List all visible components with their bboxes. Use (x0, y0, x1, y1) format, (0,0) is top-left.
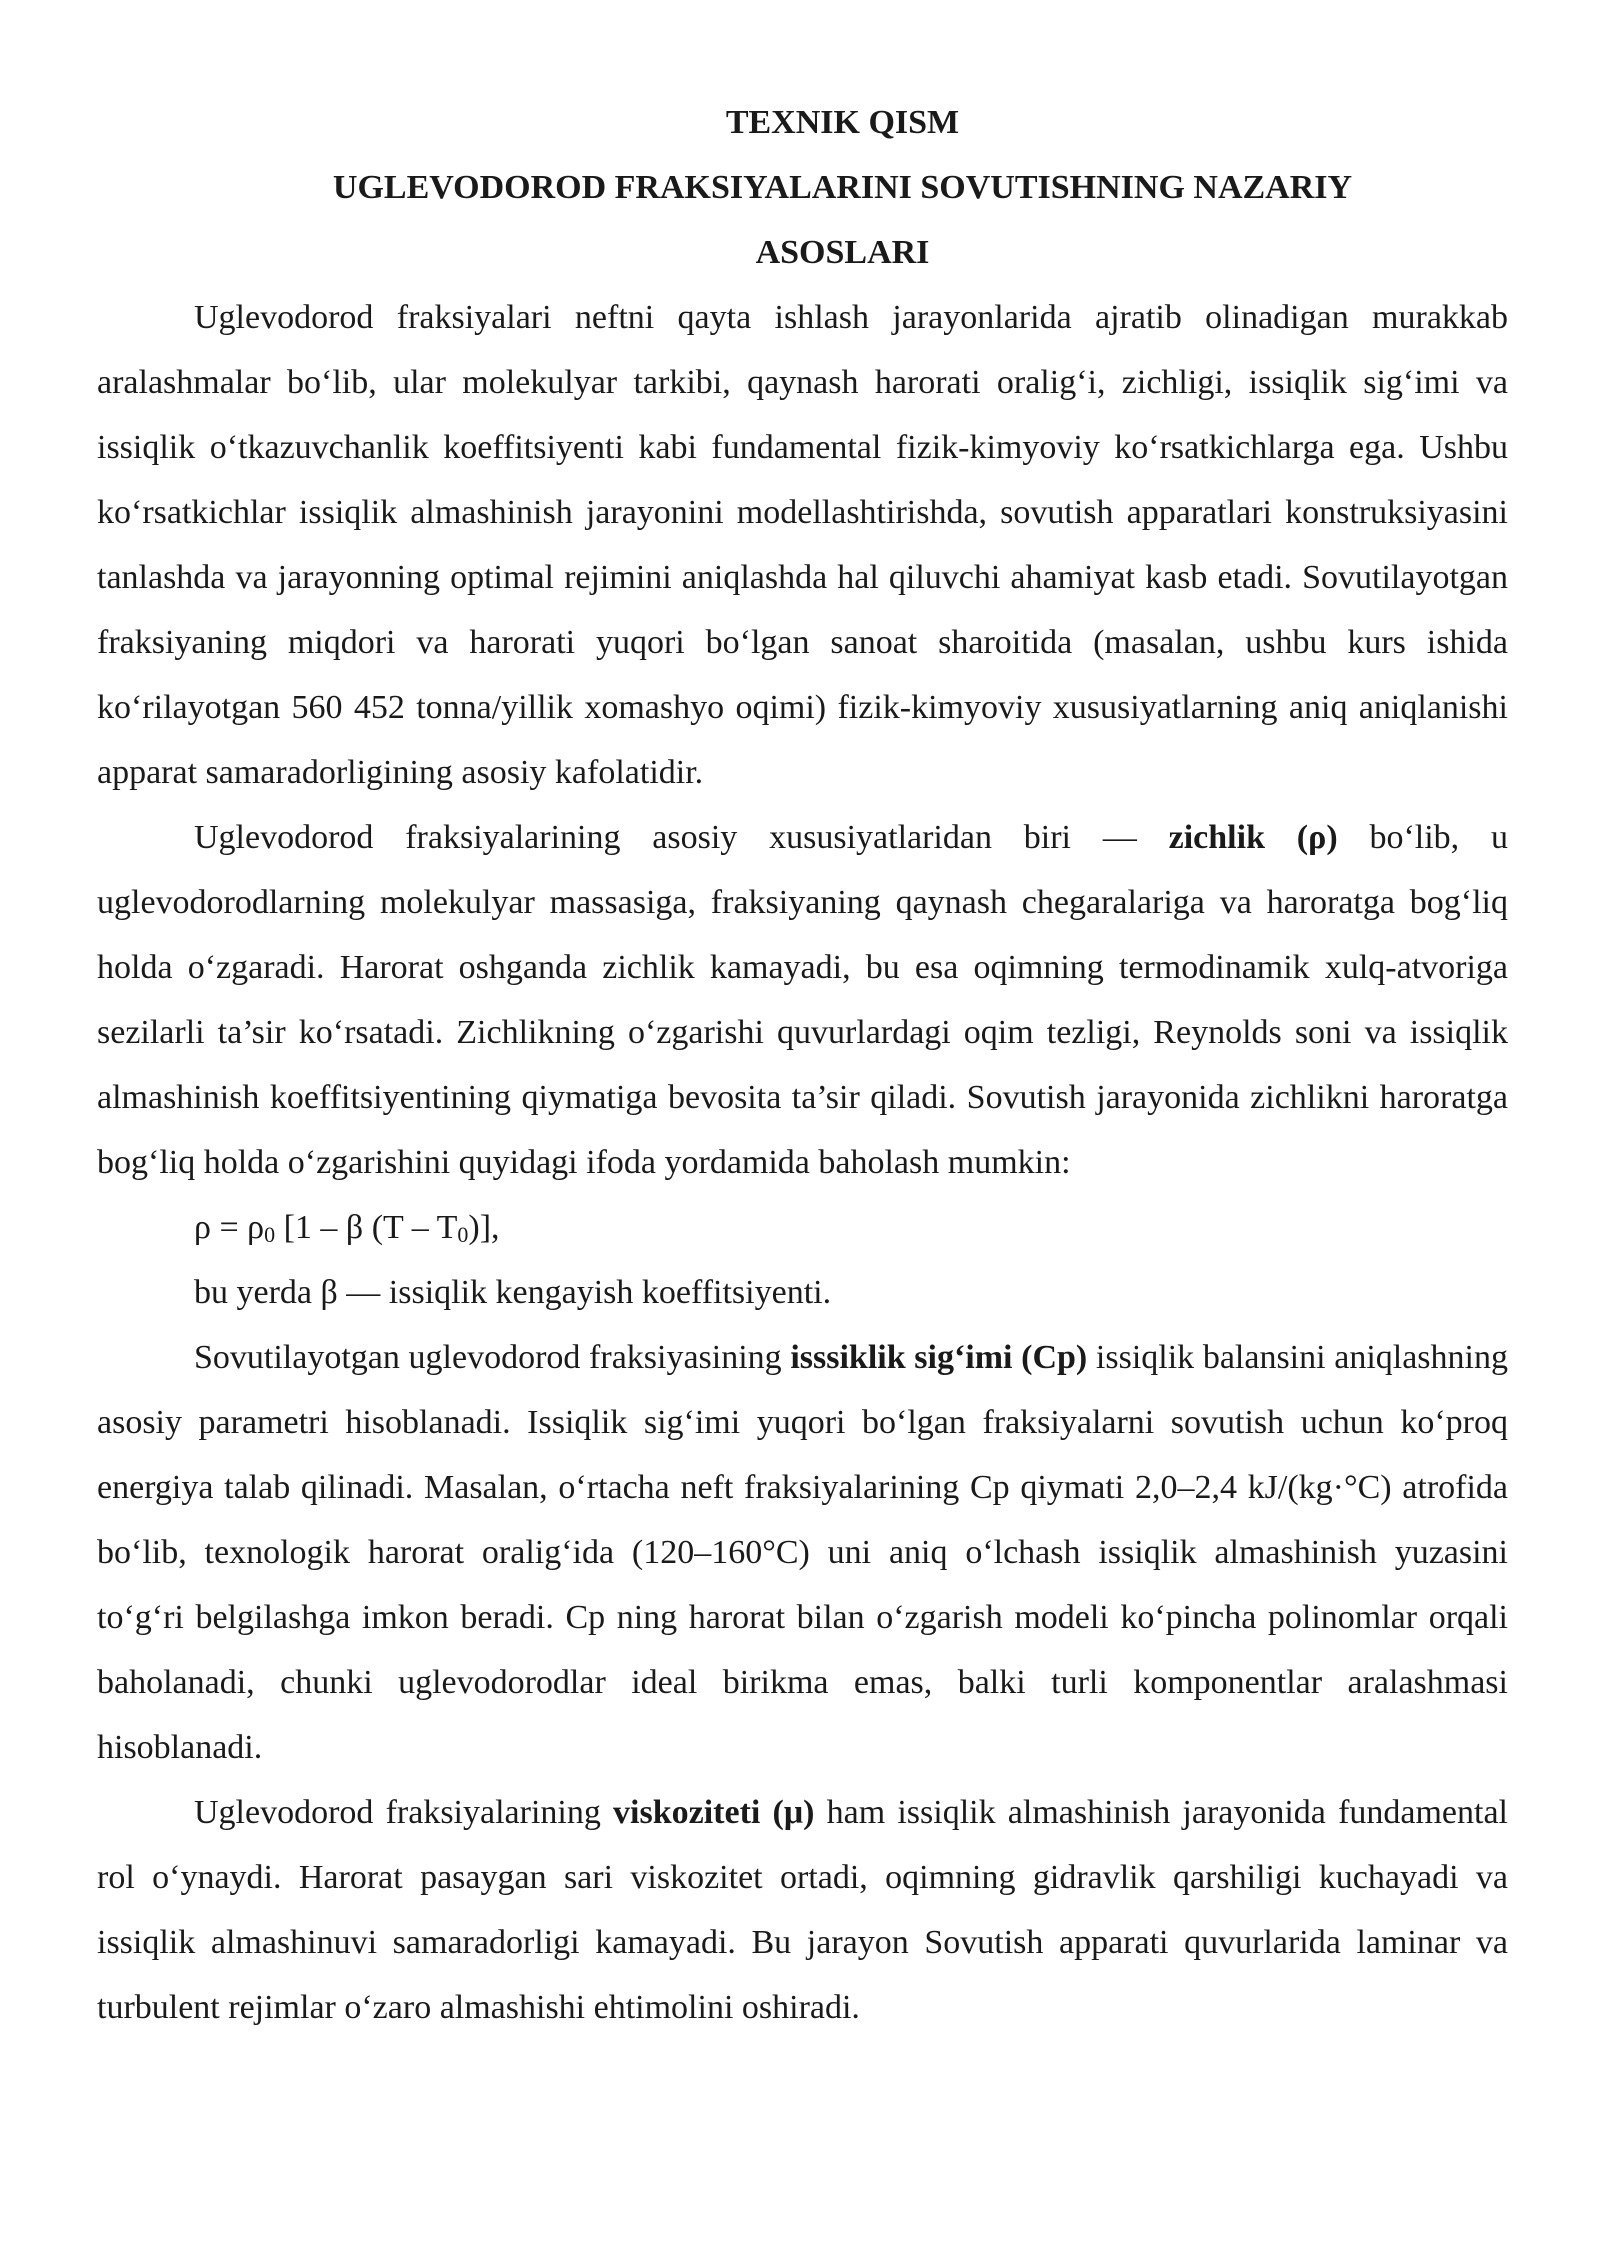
chapter-title-line-2: ASOSLARI (755, 234, 930, 271)
formula-part-a: ρ = ρ (194, 1209, 265, 1246)
term-heat-capacity: isssiklik sig‘imi (Cp) (790, 1339, 1088, 1376)
section-title: TEXNIK QISM (725, 104, 960, 141)
formula-subscript-1: 0 (264, 1222, 276, 1247)
term-density: zichlik (ρ) (1168, 819, 1338, 856)
paragraph-heat-capacity-text-b: issiqlik balansini aniqlashning asosiy parametri hisoblanadi. Issiqlik sig‘imi yuqori bo‘lgan fraksiyalarni sovutish uchun ko‘proq energiya talab qilinadi. Masalan, o‘rtacha neft fraksiyalarining Cp qiymati 2,0–2,4 kJ/(kg·°C) atrofida bo‘lib, texnologik harorat oralig‘ida (120–160°C) uni aniq o‘lchash issiqlik almashinish yuzasini to‘g‘ri belgilashga imkon beradi. Cp ning harorat bilan o‘zgarish modeli ko‘pincha polinomlar orqali baholanadi, chunki uglevodorodlar ideal birikma emas, balki turli komponentlar aralashmasi hisoblanadi. (97, 1339, 1508, 1766)
term-viscosity: viskoziteti (μ) (613, 1794, 815, 1831)
formula-part-c: )], (468, 1209, 500, 1246)
paragraph-viscosity-text-b: ham issiqlik almashinish jarayonida fundamental rol o‘ynaydi. Harorat pasaygan sari viskozitet ortadi, oqimning gidravlik qarshiligi kuchayadi va issiqlik almashinuvi samaradorligi kamayadi. Bu jarayon Sovutish apparati quvurlarida laminar va turbulent rejimlar o‘zaro almashishi ehtimolini oshiradi. (97, 1794, 1508, 2026)
paragraph-viscosity-text-a: Uglevodorod fraksiyalarining (194, 1794, 614, 1831)
density-formula (97, 1195, 1508, 1260)
paragraph-heat-capacity-text-a: Sovutilayotgan uglevodorod fraksiyasining (194, 1339, 791, 1376)
chapter-title-line-1: UGLEVODOROD FRAKSIYALARINI SOVUTISHNING NAZARIY (332, 169, 1353, 206)
title-block (177, 90, 1508, 285)
paragraph-density (97, 805, 1508, 1195)
paragraph-heat-capacity (97, 1325, 1508, 1780)
formula-note: bu yerda β — issiqlik kengayish koeffitsiyenti. (194, 1274, 832, 1311)
paragraph-density-text-a: Uglevodorod fraksiyalarining asosiy xususiyatlaridan biri — (194, 819, 1169, 856)
paragraph-viscosity (97, 1780, 1508, 2040)
formula-subscript-2: 0 (457, 1222, 469, 1247)
formula-part-b: [1 – β (T – T (275, 1209, 458, 1246)
paragraph-intro: Uglevodorod fraksiyalari neftni qayta ishlash jarayonlarida ajratib olinadigan murakkab aralashmalar bo‘lib, ular molekulyar tarkibi, qaynash harorati oralig‘i, zichligi, issiqlik sig‘imi va issiqlik o‘tkazuvchanlik koeffitsiyenti kabi fundamental fizik-kimyoviy ko‘rsatkichlarga ega. Ushbu ko‘rsatkichlar issiqlik almashinish jarayonini modellashtirishda, sovutish apparatlari konstruksiyasini tanlashda va jarayonning optimal rejimini aniqlashda hal qiluvchi ahamiyat kasb etadi. Sovutilayotgan fraksiyaning miqdori va harorati yuqori bo‘lgan sanoat sharoitida (masalan, ushbu kurs ishida ko‘rilayotgan 560 452 tonna/yillik xomashyo oqimi) fizik-kimyoviy xususiyatlarning aniq aniqlanishi apparat samaradorligining asosiy kafolatidir. (97, 299, 1508, 791)
paragraph-density-text-b: bo‘lib, u uglevodorodlarning molekulyar massasiga, fraksiyaning qaynash chegaralariga va haroratga bog‘liq holda o‘zgaradi. Harorat oshganda zichlik kamayadi, bu esa oqimning termodinamik xulq-atvoriga sezilarli ta’sir ko‘rsatadi. Zichlikning o‘zgarishi quvurlardagi oqim tezligi, Reynolds soni va issiqlik almashinish koeffitsiyentining qiymatiga bevosita ta’sir qiladi. Sovutish jarayonida zichlikni haroratga bog‘liq holda o‘zgarishini quyidagi ifoda yordamida baholash mumkin: (97, 819, 1508, 1181)
